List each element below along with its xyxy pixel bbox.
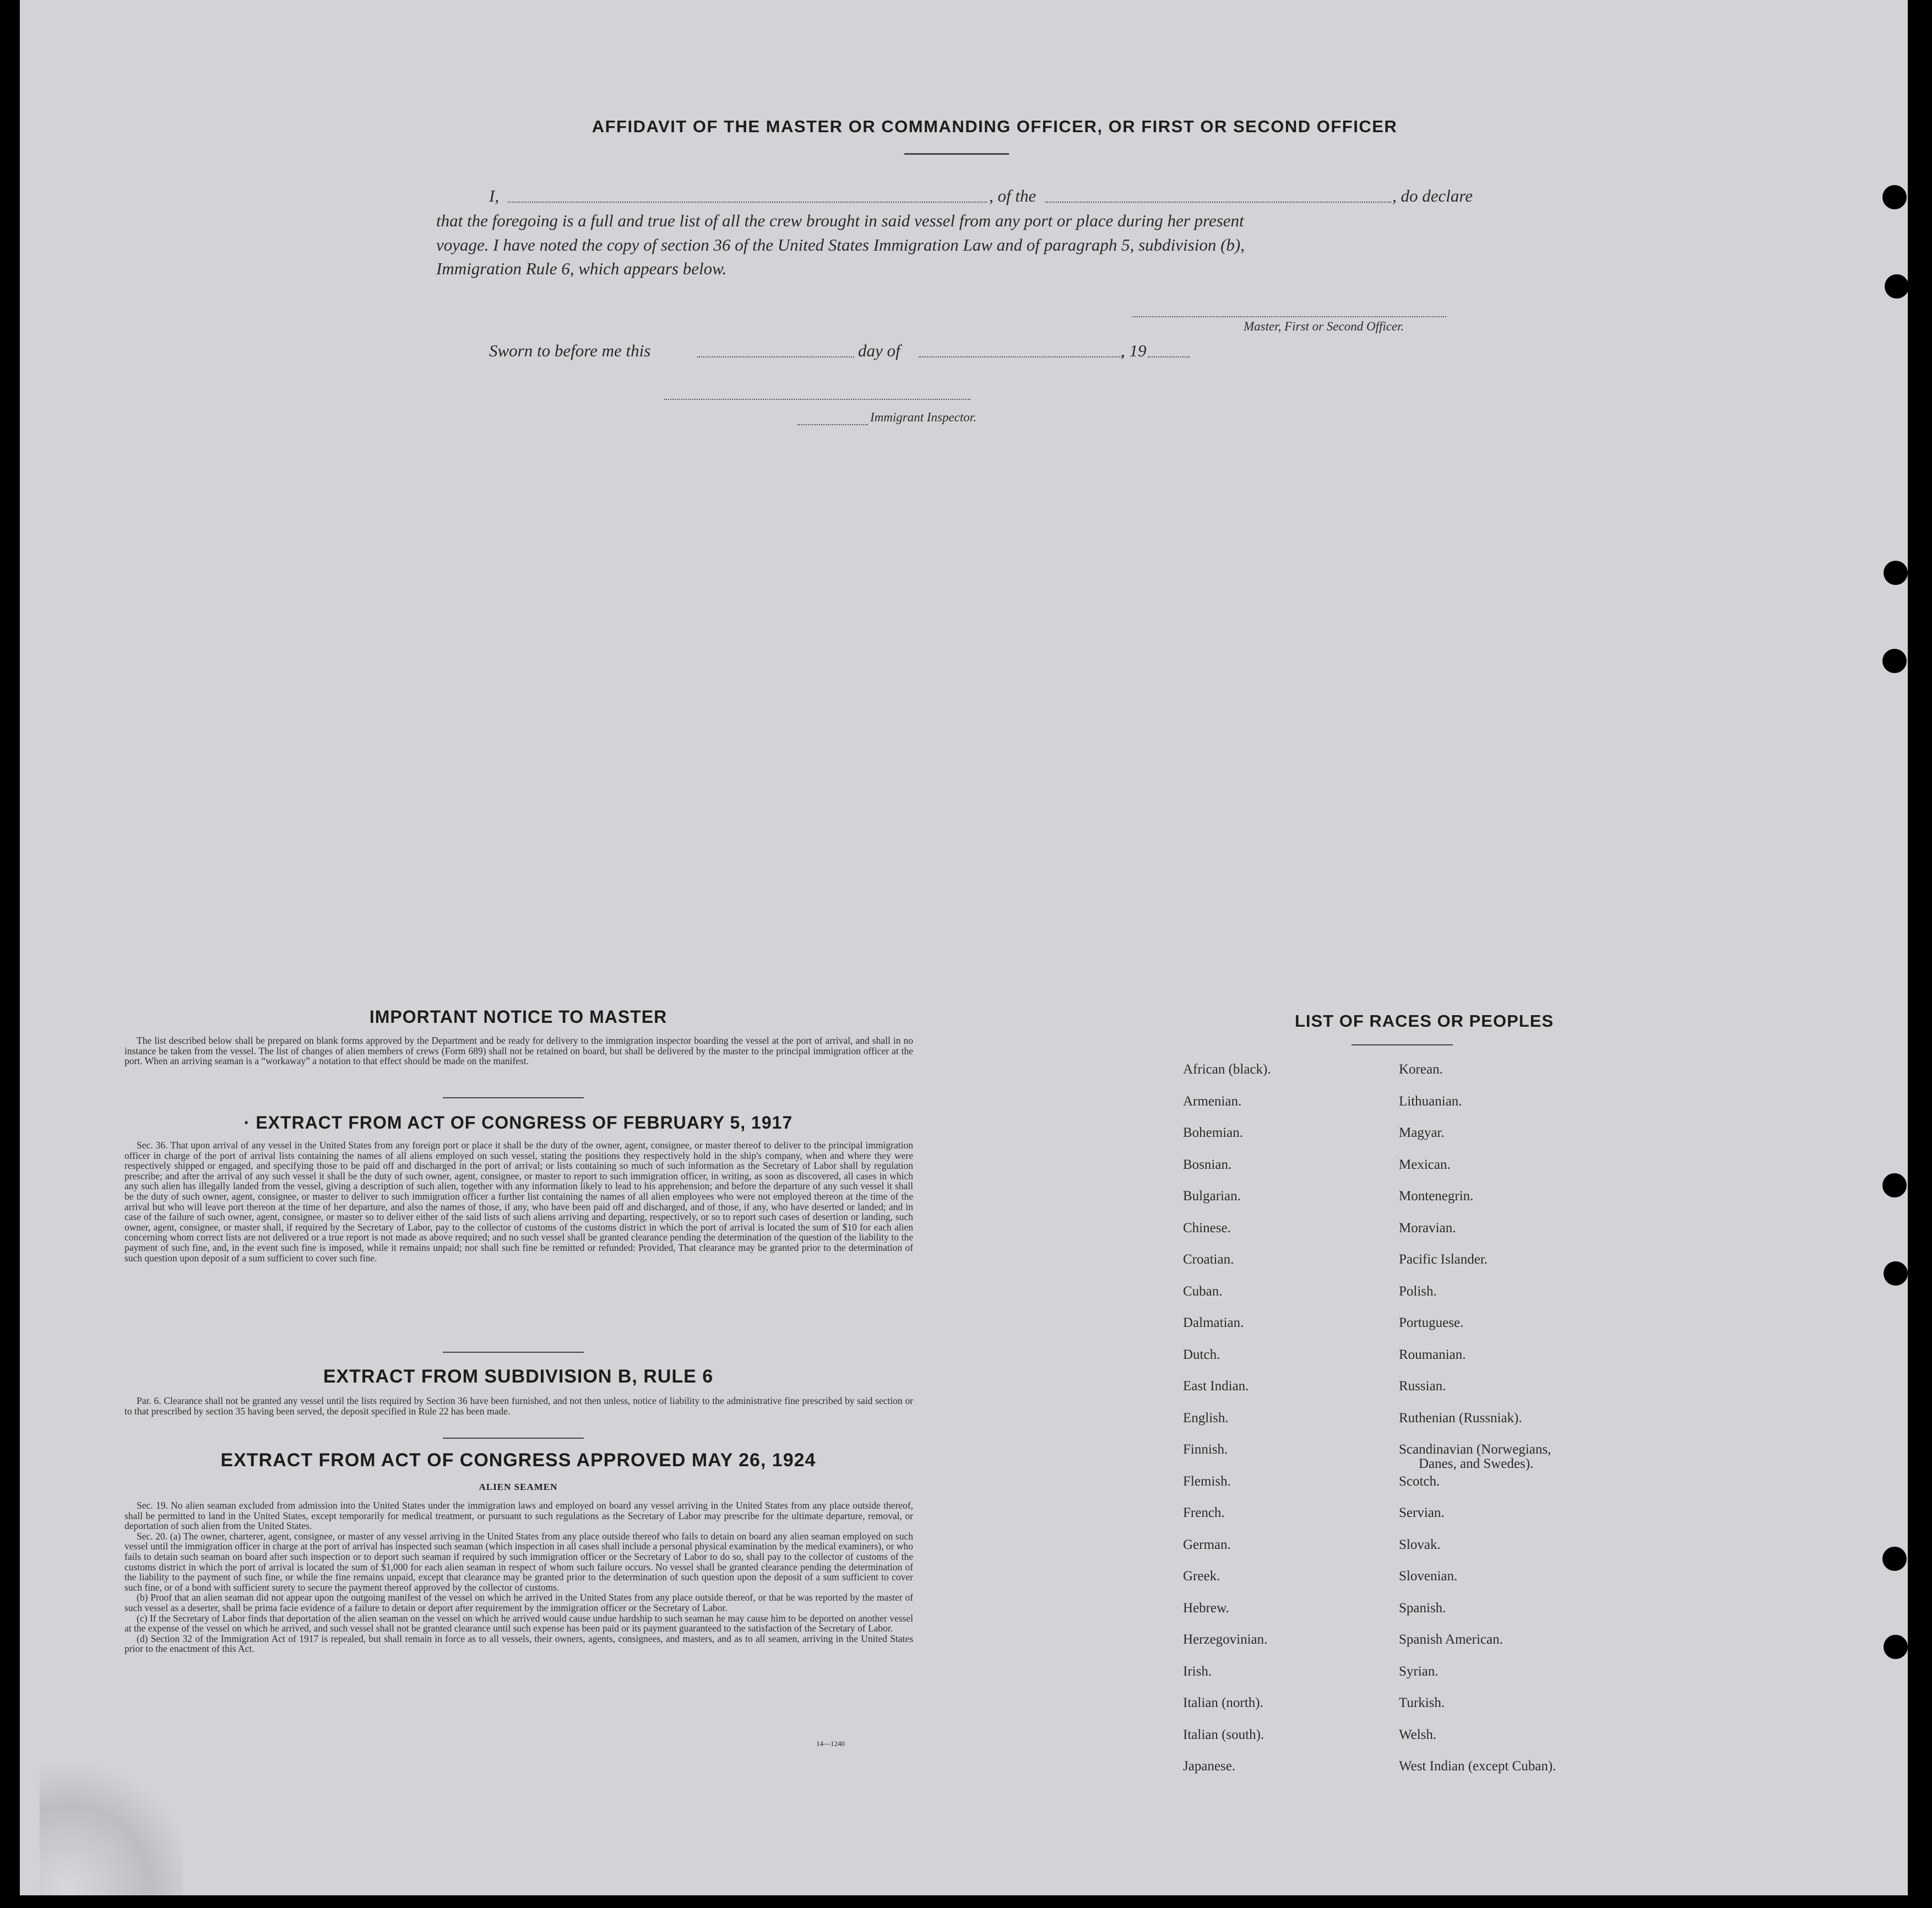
form-sheet [20,0,1908,1895]
race-item: Polish. [1399,1283,1437,1299]
race-item: Italian (north). [1183,1695,1263,1710]
race-item-continuation: Danes, and Swedes). [1419,1456,1534,1471]
race-item: Roumanian. [1399,1347,1466,1362]
sec-19-paragraph: Sec. 19. No alien seaman excluded from admission into the United States under the immigration laws and employed on board any vessel arriving in the United States from any place outside thereof, shall be permitted to land in the United States, except temporarily for medical treatment, or pursuant to such regulations as the Secretary of Labor may prescribe for the ultimate departure, removal, or deportation of such alien from the United States. [124,1500,913,1532]
sec-20b-paragraph: (b) Proof that an alien seaman did not appear upon the outgoing manifest of the vessel on which he arrived in the United States from any place outside thereof, or that he was reported by the master of such vessel as a deserter, shall be prima facie evidence of a failure to detain or deport after requirement by the immigration officer or the Secretary of Labor. [124,1592,913,1613]
race-item: Bosnian. [1183,1157,1232,1172]
affidavit-of-the: , of the [989,186,1036,205]
race-item: Slovenian. [1399,1569,1458,1584]
affidavit-declare: , do declare [1392,186,1473,205]
affidavit-line2: that the foregoing is a full and true list of all the crew brought in said vessel from any port or place during her present [436,211,1244,230]
title-divider [904,153,1009,155]
divider [443,1438,584,1439]
punch-hole [1885,274,1909,299]
sec-20a-paragraph: Sec. 20. (a) The owner, charterer, agent, consignee, or master of any vessel arriving in the United States from any place outside thereof who fails to detain on board any alien seaman employed on such vessel until the immigration officer in charge at the port of arrival has inspected such seaman (which inspection in all cases shall include a personal physical examination by the medical examiners), or who fails to detain such seaman on board after such inspection or to deport such seaman if required by such immigration officer or the Secretary of Labor to do so, shall pay to the collector of customs of the customs district in which the port of arrival is located the sum of $1,000 for each alien seaman in respect of whom such failure occurs. No vessel shall be granted clearance pending the determination of the liability to the payment of such fine, or while the fine remains unpaid, except that clearance may be granted prior to the determination of such question upon the deposit of a sum sufficient to cover such fine, or of a bond with sufficient surety to secure the payment thereof approved by the collector of customs. [124,1530,913,1593]
day-of-text: day of [858,341,900,360]
notice-text [124,1036,913,1066]
sec-20c-paragraph: (c) If the Secretary of Labor finds that deportation of the alien seaman on the vessel on which he arrived would cause undue hardship to such seaman he may cause him to be deported on another vessel at the expense of the vessel on which he arrived, and such vessel shall not be granted clearance until such expense has been paid or its payment guaranteed to the satisfaction of the Secretary of Labor. [124,1612,913,1634]
race-item: Japanese. [1183,1759,1236,1774]
race-item: Magyar. [1399,1125,1445,1140]
race-item: Herzegovinian. [1183,1632,1268,1647]
race-item: Syrian. [1399,1663,1439,1679]
alien-seamen-subtitle: ALIEN SEAMEN [479,1482,558,1492]
race-item: Hebrew. [1183,1600,1229,1616]
race-item: Servian. [1399,1505,1445,1520]
extract-rule6-text [124,1396,913,1416]
race-item: Dalmatian. [1183,1315,1244,1330]
race-item: Lithuanian. [1399,1093,1462,1109]
races-title: LIST OF RACES OR PEOPLES [1294,1011,1554,1031]
vessel-name-line[interactable] [1045,202,1391,203]
race-item: Ruthenian (Russniak). [1399,1410,1522,1425]
affidavit-title: AFFIDAVIT OF THE MASTER OR COMMANDING OFFICER, OR FIRST OR SECOND OFFICER [591,117,1398,136]
punch-hole [1884,1261,1908,1286]
extract-1917-text [124,1140,913,1263]
race-item: German. [1183,1537,1231,1552]
race-item: Armenian. [1183,1093,1242,1109]
inspector-dotted-lead [797,424,868,425]
race-item: Mexican. [1399,1157,1451,1172]
race-item: East Indian. [1183,1379,1249,1394]
race-item: Welsh. [1399,1727,1437,1742]
punch-hole [1882,1173,1907,1197]
extract-1924-text [124,1500,913,1654]
punch-hole [1882,649,1907,673]
divider [443,1352,584,1353]
punch-hole [1884,561,1908,585]
race-item: Russian. [1399,1379,1446,1394]
corner-smudge [40,1746,183,1895]
year-prefix: , 19 [1121,341,1147,360]
punch-hole [1882,185,1907,209]
race-item: West Indian (except Cuban). [1399,1759,1556,1774]
race-item: Chinese. [1183,1220,1231,1235]
race-item: English. [1183,1410,1229,1425]
races-divider [1352,1044,1453,1045]
affidavit-i: I, [489,186,500,205]
race-item: Turkish. [1399,1695,1445,1710]
section-36-paragraph: Sec. 36. That upon arrival of any vessel in the United States from any foreign port or place it shall be the duty of the owner, agent, consignee, or master thereof to deliver to the principal immigration officer in charge of the port of arrival lists containing the names of all aliens employed on such vessel, stating the positions they respectively hold in the ship's company, when and where they were respectively shipped or engaged, and specifying those to be paid off and discharged in the port of arrival; or lists containing so much of such information as the Secretary of Labor shall by regulation prescribe; and after the arrival of any such vessel it shall be the duty of such owner, agent, consignee, or master to report to such immigration officer, in writing, as soon as discovered, all cases in which any such alien has illegally landed from the vessel, giving a description of such alien, together with any information likely to lead to his apprehension; and before the departure of any such vessel it shall be the duty of such owner, agent, consignee, or master to deliver to such immigration officer a further list containing the names of all alien employees who were not employed thereon at the time of the arrival but who will leave port thereon at the time of her departure, and also the names of those, if any, who have been paid off and discharged, and of those, if any, who have deserted or landed; and in case of the failure of such owner, agent, consignee, or master so to deliver either of the said lists of such aliens arriving and departing, respectively, or so to report such cases of desertion or landing, such owner, agent, consignee, or master shall, if required by the Secretary of Labor, pay to the collector of customs of the customs district in which the port of arrival is located the sum of $10 for each alien concerning whom correct lists are not delivered or a true report is not made as above required; and no such vessel shall be granted clearance pending the determination of the question of the liability to the payment of such fine, and, in the event such fine is imposed, while it remains unpaid; nor shall such fine be remitted or refunded: Provided, That clearance may be granted prior to the determination of such question upon deposit of a sum sufficient to cover such fine. [124,1140,913,1264]
extract-1924-title: EXTRACT FROM ACT OF CONGRESS APPROVED MAY 26, 1924 [220,1450,816,1471]
race-item: Flemish. [1183,1473,1231,1489]
race-item: Bohemian. [1183,1125,1244,1140]
affidavit-line4: Immigration Rule 6, which appears below. [436,259,727,278]
race-item: Cuban. [1183,1283,1223,1299]
punch-hole [1884,1635,1908,1659]
race-item: Italian (south). [1183,1727,1265,1742]
declarant-name-line[interactable] [508,202,987,203]
par-6-paragraph: Par. 6. Clearance shall not be granted any vessel until the lists required by Section 36 have been furnished, and not then unless, notice of liability to the administrative fine prescribed by said section or to that prescribed by section 35 having been served, the deposit specified in Rule 22 has been made. [124,1395,913,1417]
extract-rule6-title: EXTRACT FROM SUBDIVISION B, RULE 6 [323,1366,714,1387]
race-item: Greek. [1183,1569,1220,1584]
race-item: Spanish American. [1399,1632,1503,1647]
notice-paragraph: The list described below shall be prepared on blank forms approved by the Department and be ready for delivery to the immigration inspector boarding the vessel at the port of arrival, and shall in no instance be taken from the vessel. The list of changes of alien members of crews (Form 689) shall not be retained on board, but shall be delivered by the master to the principal immigration officer at the port. When an arriving seaman is a “workaway” a notation to that effect should be made on the manifest. [124,1035,913,1067]
race-item: French. [1183,1505,1225,1520]
race-item: Irish. [1183,1663,1212,1679]
sworn-year-line[interactable] [1148,356,1190,357]
inspector-signature-line[interactable] [664,399,970,400]
race-item: Scotch. [1399,1473,1440,1489]
race-item: Korean. [1399,1062,1443,1077]
sworn-month-line[interactable] [919,356,1124,357]
race-item: Portuguese. [1399,1315,1464,1330]
punch-hole [1882,1547,1907,1571]
notice-title: IMPORTANT NOTICE TO MASTER [369,1007,667,1027]
sworn-text: Sworn to before me this [489,341,651,360]
officer-signature-line[interactable] [1132,316,1446,317]
race-item: Spanish. [1399,1600,1446,1616]
extract-1917-title: · EXTRACT FROM ACT OF CONGRESS OF FEBRUARY 5, 1917 [243,1113,793,1132]
race-item: Bulgarian. [1183,1189,1241,1204]
race-item: Croatian. [1183,1252,1234,1267]
sec-20d-paragraph: (d) Section 32 of the Immigration Act of 1917 is repealed, but shall remain in force as to all vessels, their owners, agents, consignees, and masters, and as to all seamen, arriving in the United States prior to the enactment of this Act. [124,1633,913,1655]
race-item: Finnish. [1183,1442,1228,1457]
race-item: Pacific Islander. [1399,1252,1488,1267]
race-item: Dutch. [1183,1347,1220,1362]
race-item: Moravian. [1399,1220,1456,1235]
sworn-day-line[interactable] [697,356,854,357]
form-number: 14—1240 [816,1739,845,1748]
inspector-label: Immigrant Inspector. [870,410,976,424]
race-item: Montenegrin. [1399,1189,1474,1204]
divider [443,1097,584,1098]
officer-signature-label: Master, First or Second Officer. [1244,319,1404,333]
race-item: Scandinavian (Norwegians, [1399,1442,1551,1457]
affidavit-line3: voyage. I have noted the copy of section 36 of the United States Immigration Law and of paragraph 5, subdivision (b), [436,235,1245,254]
race-item: African (black). [1183,1062,1271,1077]
race-item: Slovak. [1399,1537,1441,1552]
